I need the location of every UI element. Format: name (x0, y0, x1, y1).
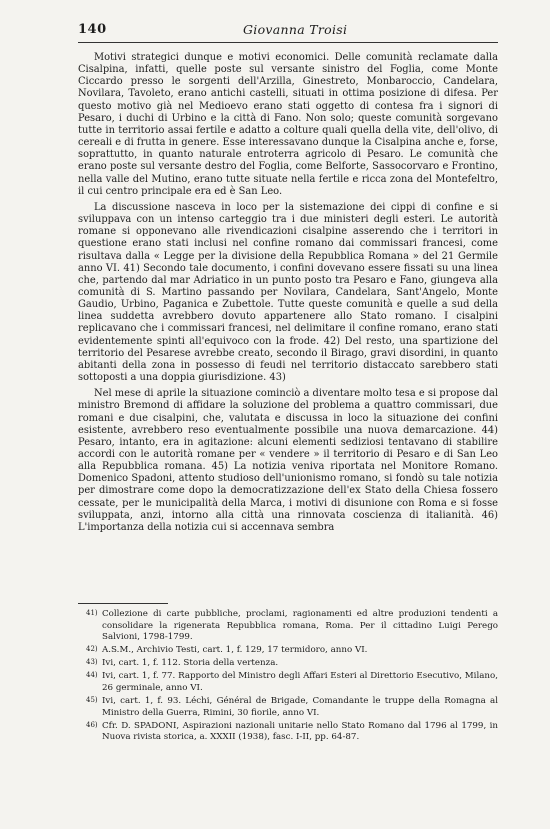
footnote-number: 45) (86, 696, 98, 705)
footnote-number: 46) (86, 720, 98, 729)
paragraph-1: Motivi strategici dunque e motivi economici. Delle comunità reclamate dalla Cisalpina, infatti, quelle poste sul versante sinistro del Foglia, come Monte Ciccardo presso le sorgenti dell'Arzilla, Ginestreto, Monbaroccio, Candelara, Novilara, Tavoleto, erano antichi castelli, situati in ottima posizione di difesa. Per questo motivo già nel Medioevo erano stati oggetto di contesa fra i signori di Pesaro, i duchi di Urbino e la città di Fano. Non solo; queste comunità sorgevano tutte in territorio assai fertile e adatto a colture quali quella della vite, dell'olivo, di cereali e di frutta in genere. Esse interessavano dunque la Cisalpina anche e, forse, soprattutto, in quanto naturale entroterra agricolo di Pesaro. Le comunità che erano poste sul versante destro del Foglia, come Belforte, Sassocorvaro e Frontino, nella valle del Mutino, erano tutte situate nella fertile e ricca zona del Montefeltro, il cui centro principale era ed è San Leo. (78, 52, 498, 197)
footnote-rule (78, 603, 168, 604)
header-rule (78, 42, 498, 43)
footnote-text: Ivi, cart. 1, f. 112. Storia della vertenza. (102, 658, 279, 669)
footnote-number: 43) (86, 658, 98, 667)
footnote-text: Ivi, cart. 1, f. 93. Léchi, Général de Brigade, Comandante le truppe della Romagna al Ministro della Guerra, Rimini, 30 fiorile, anno VI. (102, 696, 498, 718)
running-header (78, 22, 498, 40)
footnotes (78, 608, 498, 745)
running-head-author: Giovanna Troisi (243, 22, 348, 37)
footnote-44 (78, 670, 498, 694)
footnote-42 (78, 644, 498, 657)
footnote-43 (78, 657, 498, 670)
footnote-text: A.S.M., Archivio Testi, cart. 1, f. 129, 17 termidoro, anno VI. (102, 645, 368, 656)
page-number: 140 (78, 22, 107, 37)
paragraph-2: La discussione nasceva in loco per la sistemazione dei cippi di confine e si sviluppava con un intenso carteggio tra i due ministeri degli esteri. Le autorità romane si opponevano alle rivendicazioni cisalpine asserendo che i territori in questione erano stati inclusi nel confine romano dai commissari francesi, come risultava dalla « Legge per la divisione della Repubblica Romana » del 21 Germile anno VI. 41) Secondo tale documento, i confini dovevano essere fissati su una linea che, partendo dal mar Adriatico in un punto posto tra Pesaro e Fano, giungeva alla comunità di S. Martino passando per Novilara, Candelara, Sant'Angelo, Monte Gaudio, Urbino, Paganica e Zubettole. Tutte queste comunità e quelle a sud della linea suddetta avrebbero dovuto appartenere allo Stato romano. I cisalpini replicavano che i commissari francesi, nel delimitare il confine romano, erano stati evidentemente spinti all'equivoco con la frode. 42) Del resto, una spartizione del territorio del Pesarese avrebbe creato, secondo il Birago, gravi disordini, in quanto abitanti della zona in possesso di feudi nel territorio distaccato sarebbero stati sottoposti a una doppia giurisdizione. 43) (78, 201, 498, 384)
footnote-number: 42) (86, 645, 98, 654)
footnote-text: Cfr. D. SPADONI, Aspirazioni nazionali unitarie nello Stato Romano dal 1796 al 1799, in Nuova rivista storica, a. XXXII (1938), fasc. I-II, pp. 64-87. (102, 720, 498, 743)
footnote-45 (78, 695, 498, 719)
footnote-41 (78, 608, 498, 644)
footnote-number: 44) (86, 671, 98, 680)
body-text (78, 52, 498, 538)
footnote-number: 41) (86, 609, 98, 617)
footnote-text: Ivi, cart. 1, f. 77. Rapporto del Ministro degli Affari Esteri al Direttorio Esecutivo, Milano, 26 germinale, anno VI. (102, 671, 498, 694)
paragraph-3: Nel mese di aprile la situazione cominciò a diventare molto tesa e si propose dal ministro Bremond di affidare la soluzione del problema a quattro commissari, due romani e due cisalpini, che, valutata e discussa in loco la situazione dei confini esistente, avrebbero reso eventualmente possibile una nuova demarcazione. 44) Pesaro, intanto, era in agitazione: alcuni elementi sediziosi tentavano di stabilire accordi con le autorità romane per « vendere » il territorio di Pesaro e di San Leo alla Repubblica romana. 45) La notizia veniva riportata nel Monitore Romano. Domenico Spadoni, attento studioso dell'unionismo romano, si fondò su tale notizia per dimostrare come dopo la democratizzazione dell'ex Stato della Chiesa fossero cessate, per le municipalità della Marca, i motivi di disunione con Roma e si fosse sviluppata, anzi, intorno alla città una rinnovata coscienza di italianità. 46) L'importanza della notizia cui si accennava sembra (78, 388, 498, 533)
footnote-text: Collezione di carte pubbliche, proclami, ragionamenti ed altre produzioni tendenti a consolidare la rigenerata Repubblica romana, Roma. Per il cittadino Luigi Perego Salvioni, 1798-1799. (102, 609, 498, 643)
footnote-46 (78, 720, 498, 744)
